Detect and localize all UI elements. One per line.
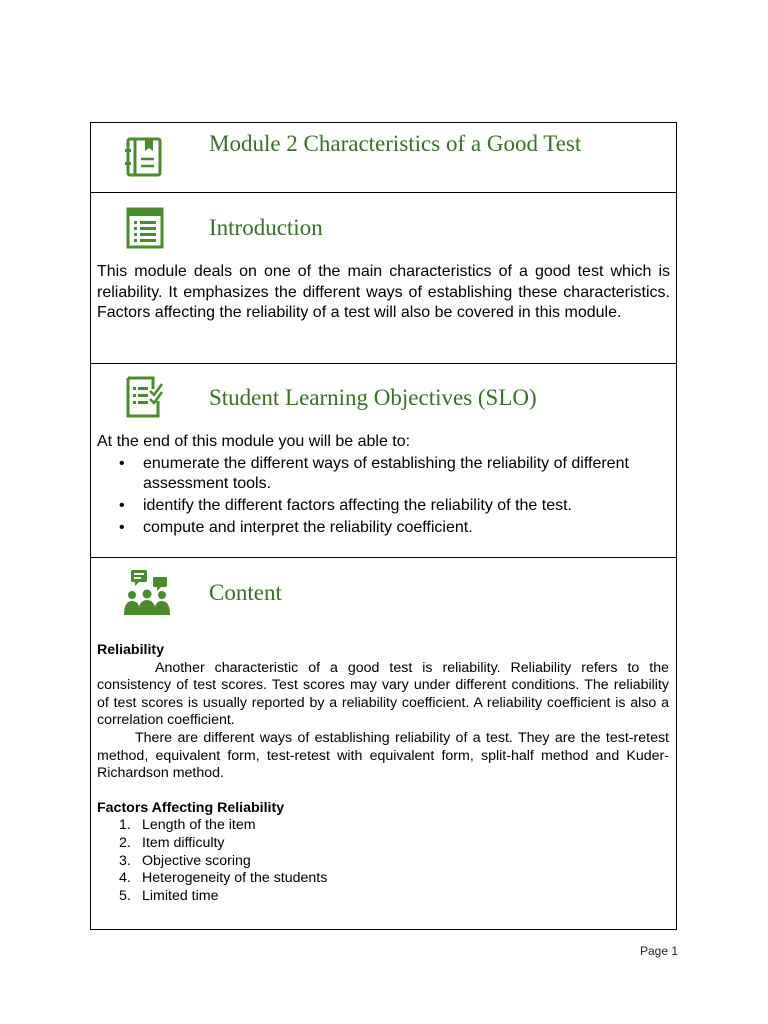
slo-section	[91, 364, 676, 557]
content-section	[91, 558, 676, 930]
reliability-paragraph-2: There are different ways of establishing reliability of a test. They are the test-retest method, equivalent form, test-retest with equivalent form, split-half method and Kuder-Richardson method.	[97, 729, 669, 782]
bullet: •	[119, 497, 125, 514]
reliability-paragraph-1: Another characteristic of a good test is reliability. Reliability refers to the consistency of test scores. Test scores may vary under different conditions. The reliability of test scores is usually reported by a reliability coefficient. A reliability coefficient is also a correlation coefficient.	[97, 659, 669, 729]
list-number: 5.	[119, 887, 131, 904]
factor-text: Length of the item	[142, 817, 256, 834]
slo-item-text: identify the different factors affecting the reliability of the test.	[143, 497, 572, 514]
list-item	[97, 817, 669, 835]
factor-text: Heterogeneity of the students	[142, 870, 328, 887]
page-number: Page 1	[640, 944, 679, 958]
factors-list	[97, 817, 669, 905]
list-number: 1.	[119, 817, 131, 834]
content-heading: Content	[209, 580, 282, 605]
checklist-icon	[123, 375, 167, 424]
list-item	[97, 835, 669, 853]
module-title: Module 2 Characteristics of a Good Test	[209, 131, 582, 156]
module-frame	[90, 122, 677, 930]
reliability-title: Reliability	[97, 642, 165, 658]
list-item	[97, 870, 669, 888]
factor-text: Limited time	[142, 887, 219, 904]
list-item	[97, 454, 636, 494]
slo-item-text: compute and interpret the reliability coefficient.	[143, 519, 473, 536]
slo-intro: At the end of this module you will be able to:	[97, 433, 411, 450]
list-number: 2.	[119, 834, 131, 851]
group-discussion-icon	[123, 569, 171, 622]
slo-heading: Student Learning Objectives (SLO)	[209, 385, 537, 410]
list-number: 3.	[119, 852, 131, 869]
introduction-heading: Introduction	[209, 215, 323, 240]
factor-text: Objective scoring	[142, 852, 251, 869]
content-body	[97, 642, 669, 905]
introduction-text: This module deals on one of the main characteristics of a good test which is reliability. It emphasizes the different ways of establishing these characteristics. Factors affecting the reliability of a test will also be covered in this module.	[97, 263, 670, 321]
list-item	[97, 853, 669, 871]
list-item	[97, 518, 636, 538]
bullet: •	[119, 455, 125, 472]
list-number: 4.	[119, 870, 131, 887]
title-section	[91, 123, 676, 192]
slo-item-text: enumerate the different ways of establishing the reliability of different assessment tools.	[143, 455, 629, 492]
introduction-section	[91, 193, 676, 363]
bullet: •	[119, 519, 125, 536]
factor-text: Item difficulty	[142, 834, 225, 851]
list-item	[97, 888, 669, 906]
list-item	[97, 496, 636, 516]
slo-list	[97, 454, 636, 540]
factors-title: Factors Affecting Reliability	[97, 799, 285, 816]
list-document-icon	[123, 206, 167, 255]
book-icon	[123, 135, 167, 184]
